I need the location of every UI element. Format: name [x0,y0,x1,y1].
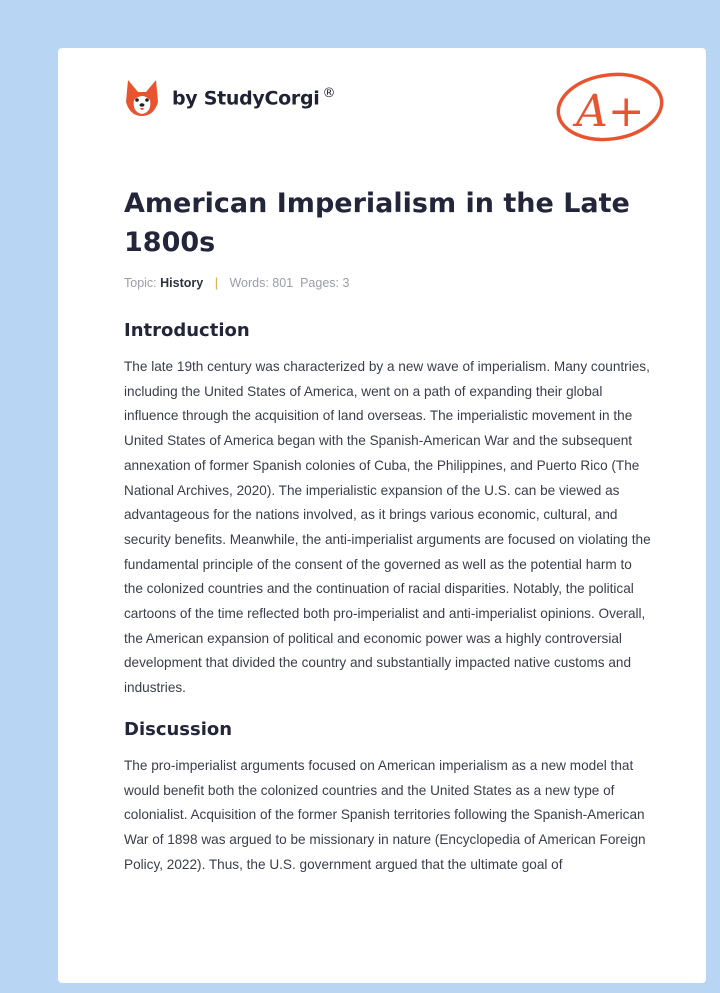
section-heading-introduction: Introduction [124,320,250,341]
section-text-discussion: The pro-imperialist arguments focused on American imperialism as a new model that would benefit both the colonized countries and the United States as a new type of colonialist. Acquisition of the former Spanish territories following the Spanish-American War of 1898 was argued to be missionary in nature (Encyclopedia of American Foreign Policy, 2022). Thus, the U.S. government argued that the ultimate goal of [124,757,646,872]
document-page [58,48,706,983]
corgi-icon [124,78,160,118]
document-meta: Topic: History | Words: 801 Pages: 3 [124,276,350,290]
brand-name: by StudyCorgi ® [172,86,336,110]
topic-link[interactable]: History [160,276,204,290]
studycorgi-logo[interactable] [124,78,335,118]
section-text-introduction: The late 19th century was characterized by a new wave of imperialism. Many countries, including the United States of America, went on a path of expanding their global influence through the acquisition of land overseas. The imperialistic movement in the United States of America began with the Spanish-American War and the subsequent annexation of former Spanish colonies of Cuba, the Philippines, and Puerto Rico (The National Archives, 2020). The imperialistic expansion of the U.S. can be viewed as advantageous for the nations involved, as it brings various economic, cultural, and security benefits. Meanwhile, the anti-imperialist arguments are focused on violating the fundamental principle of the consent of the governed as well as the potential harm to the colonized countries and the continuation of racial disparities. Notably, the political cartoons of the time reflected both pro-imperialist and anti-imperialist opinions. Overall, the American expansion of political and economic power was a highly controversial development that divided the country and substantially impacted native customs and industries. [124,359,651,696]
document-title: American Imperialism in the Late 1800s [124,188,630,258]
grade-a-plus-icon [554,70,666,149]
svg-text:A+: A+ [576,86,645,137]
section-heading-discussion: Discussion [124,718,233,740]
